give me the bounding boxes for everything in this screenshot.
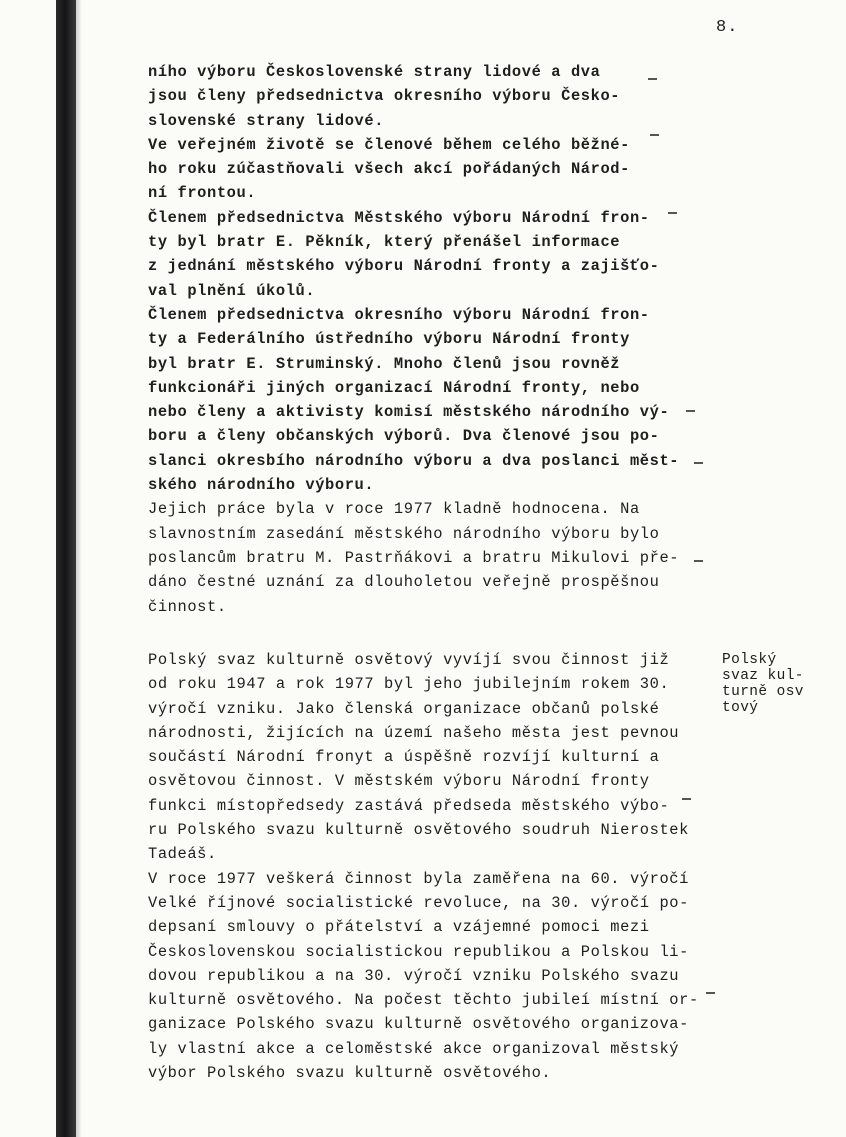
margin-note-line: Polský [722, 652, 777, 668]
text-line: val plnění úkolů. [148, 281, 316, 300]
text-line: jsou členy předsednictva okresního výboru Česko- [148, 87, 621, 106]
text-line: dovou republikou a na 30. výročí vzniku Polského svazu [148, 966, 680, 985]
text-line: Členem předsednictva okresního výboru Národní fron- [148, 305, 650, 324]
text-line: ní frontou. [148, 184, 257, 203]
text-line: dáno čestné uznání za dlouholetou veřejně prospěšnou [148, 573, 660, 592]
margin-mark [694, 462, 703, 464]
text-line: Ve veřejném životě se členové během celého běžné- [148, 135, 630, 154]
margin-mark [686, 410, 695, 412]
text-line: Československou socialistickou republikou a Polskou li- [148, 942, 689, 961]
text-line: výročí vzniku. Jako členská organizace občanů polské [148, 699, 660, 718]
text-line: nebo členy a aktivisty komisí městského národního vý- [148, 403, 670, 422]
text-line: slavnostním zasedání městského národního výboru bylo [148, 524, 660, 543]
text-line: V roce 1977 veškerá činnost byla zaměřena na 60. výročí [148, 869, 689, 888]
text-line: od roku 1947 a rok 1977 byl jeho jubilejním rokem 30. [148, 675, 670, 694]
margin-note [722, 652, 832, 716]
text-line: ho roku zúčastňovali všech akcí pořádaných Národ- [148, 160, 630, 179]
paragraph-block-strana-lidova [148, 60, 708, 619]
page-number: 8. [716, 18, 739, 37]
margin-mark [650, 134, 659, 136]
text-line: součástí Národní fronyt a úspěšně rozvíjí kulturní a [148, 748, 660, 767]
text-line: ty a Federálního ústředního výboru Národní fronty [148, 330, 630, 349]
text-line: Tadeáš. [148, 845, 217, 864]
text-line: ty byl bratr E. Pěkník, který přenášel informace [148, 233, 621, 252]
text-line: depsaní smlouvy o přátelství a vzájemné pomoci mezi [148, 918, 650, 937]
margin-note-line: svaz kul- [722, 668, 804, 684]
margin-mark [682, 798, 691, 800]
text-line: kulturně osvětového. Na počest těchto jubileí místní or- [148, 991, 699, 1010]
text-line: ly vlastní akce a celoměstské akce organizoval městský [148, 1039, 680, 1058]
text-line: slanci okresbího národního výboru a dva poslanci měst- [148, 451, 680, 470]
margin-mark [648, 78, 657, 80]
paragraph-block-polsky-svaz [148, 648, 708, 1085]
text-line: funkci místopředsedy zastává předseda městského výbo- [148, 796, 670, 815]
text-line: ního výboru Československé strany lidové a dva [148, 63, 601, 81]
text-line: ru Polského svazu kulturně osvětového soudruh Nierostek [148, 821, 689, 840]
margin-mark [706, 992, 715, 994]
margin-note-line: tový [722, 700, 759, 716]
text-line: byl bratr E. Struminský. Mnoho členů jsou rovněž [148, 354, 621, 373]
text-line: výbor Polského svazu kulturně osvětového. [148, 1064, 552, 1083]
margin-mark [694, 560, 703, 562]
margin-mark [668, 212, 677, 214]
text-line: z jednání městského výboru Národní fronty a zajišťo- [148, 257, 660, 276]
text-line: boru a členy občanských výborů. Dva členové jsou po- [148, 427, 660, 446]
text-line: slovenské strany lidové. [148, 111, 385, 130]
text-line: Polský svaz kulturně osvětový vyvíjí svou činnost již [148, 651, 670, 669]
text-line: poslancům bratru M. Pastrňákovi a bratru Mikulovi pře- [148, 548, 680, 567]
margin-note-line: turně osv [722, 684, 804, 700]
text-line: osvětovou činnost. V městském výboru Národní fronty [148, 772, 650, 791]
binding-shadow [76, 0, 82, 1137]
binding-spine [56, 0, 76, 1137]
text-line: Velké říjnové socialistické revoluce, na 30. výročí po- [148, 893, 689, 912]
text-line: národnosti, žijících na území našeho města jest pevnou [148, 723, 680, 742]
text-line: Jejich práce byla v roce 1977 kladně hodnocena. Na [148, 500, 640, 519]
text-line: funkcionáři jiných organizací Národní fronty, nebo [148, 378, 640, 397]
text-line: ganizace Polského svazu kulturně osvětového organizova- [148, 1015, 689, 1034]
text-line: Členem předsednictva Městského výboru Národní fron- [148, 208, 650, 227]
text-line: ského národního výboru. [148, 476, 375, 495]
text-line: činnost. [148, 597, 227, 616]
